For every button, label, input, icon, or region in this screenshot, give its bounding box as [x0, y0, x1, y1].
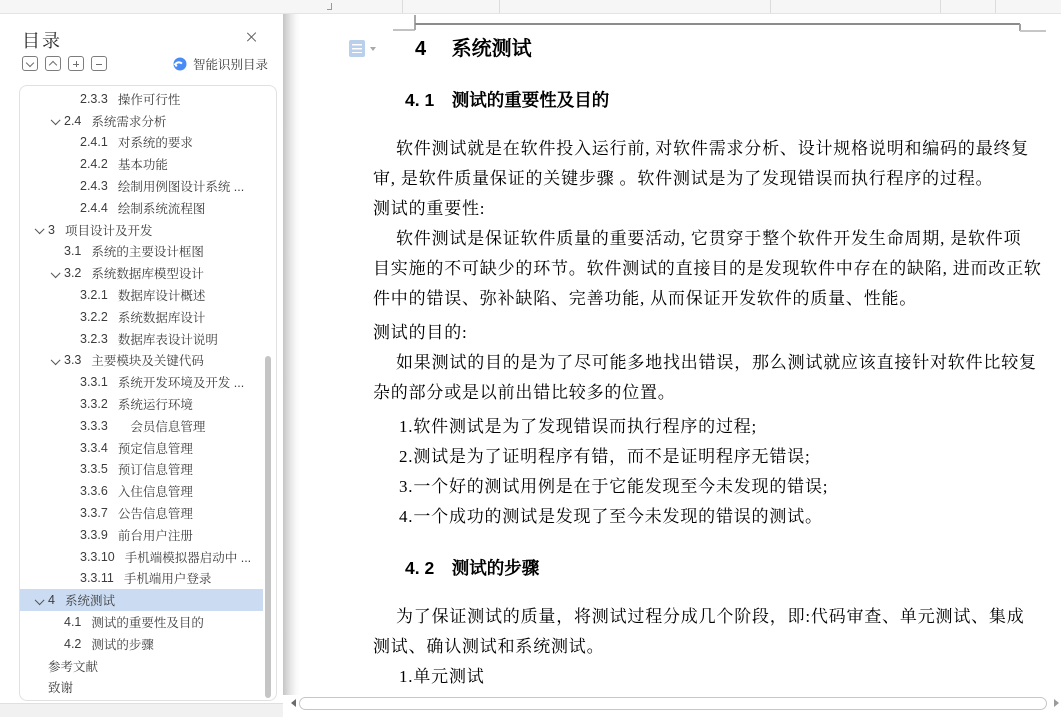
toc-item-label: 项目设计及开发 — [64, 223, 153, 238]
chevron-down-icon — [65, 132, 80, 154]
chevron-down-icon[interactable] — [49, 350, 64, 372]
ai-assistant-icon — [173, 57, 187, 71]
top-strip-separator — [995, 0, 996, 13]
document-text-line: 4.一个成功的测试是发现了至今未发现的错误的测试。 — [399, 507, 823, 526]
toc-item[interactable] — [20, 110, 263, 132]
toc-item-label: 会员信息管理 — [117, 419, 206, 434]
chevron-down-icon — [49, 241, 64, 263]
chevron-down-icon[interactable] — [33, 589, 48, 611]
top-strip-separator — [499, 0, 500, 13]
smart-recognize-toc-button[interactable] — [173, 55, 268, 72]
toc-item-label: 主要模块及关键代码 — [91, 354, 204, 369]
toc-item-label: 测试的重要性及目的 — [91, 616, 204, 631]
chevron-down-icon — [33, 655, 48, 677]
section-heading: 4 系统测试 — [415, 38, 532, 60]
toc-item[interactable] — [20, 241, 263, 263]
chevron-down-icon — [65, 459, 80, 481]
toc-item-number: 2.3.3 — [80, 91, 108, 106]
toc-item[interactable] — [20, 350, 263, 372]
toc-item[interactable] — [20, 655, 263, 677]
smart-recognize-label: 智能识别目录 — [192, 57, 268, 72]
toc-item[interactable] — [20, 306, 263, 328]
toc-item[interactable] — [20, 88, 263, 110]
toc-item[interactable] — [20, 437, 263, 459]
chapter-tool-button[interactable] — [349, 40, 376, 57]
toc-item-label: 数据库设计概述 — [117, 289, 206, 304]
toc-item-number: 3.3.6 — [80, 484, 108, 499]
chevron-down-icon — [65, 153, 80, 175]
document-text-line: 目实施的不可缺少的环节。软件测试的直接目的是发现软件中存在的缺陷, 进而改正软 — [373, 259, 1042, 278]
toc-item-label: 对系统的要求 — [117, 136, 193, 151]
toc-item-number: 3.2.2 — [80, 309, 108, 324]
toc-item-label: 入住信息管理 — [117, 485, 193, 500]
toc-item[interactable] — [20, 175, 263, 197]
toc-item-label: 操作可行性 — [117, 92, 181, 107]
toc-item-label: 基本功能 — [117, 158, 168, 173]
section-heading: 4. 2 测试的步骤 — [405, 558, 540, 578]
top-strip-separator — [940, 0, 941, 13]
toc-item[interactable] — [20, 502, 263, 524]
expand-all-button[interactable] — [68, 56, 84, 71]
toc-item-number: 3.3.5 — [80, 462, 108, 477]
toc-item[interactable] — [20, 546, 263, 568]
toc-item-number: 3.2.3 — [80, 331, 108, 346]
chevron-down-icon — [65, 88, 80, 110]
toc-item[interactable] — [20, 328, 263, 350]
toc-item-label: 预订信息管理 — [117, 463, 193, 478]
toc-item[interactable] — [20, 219, 263, 241]
toc-item[interactable] — [20, 284, 263, 306]
chevron-down-icon — [26, 58, 34, 66]
toc-item-label: 系统开发环境及开发 ... — [117, 376, 245, 391]
close-icon[interactable] — [245, 30, 259, 44]
chevron-down-icon — [65, 328, 80, 350]
toc-item-label: 系统运行环境 — [117, 398, 193, 413]
toc-item-number: 2.4.1 — [80, 135, 108, 150]
plus-icon — [73, 61, 79, 67]
toc-item-number: 4.1 — [64, 615, 82, 630]
chevron-down-icon — [65, 393, 80, 415]
toc-item-number: 2.4.3 — [80, 179, 108, 194]
toc-item[interactable] — [20, 480, 263, 502]
document-text-line: 1.单元测试 — [399, 667, 485, 686]
toc-item-label: 预定信息管理 — [117, 441, 193, 456]
toc-item[interactable] — [20, 262, 263, 284]
toc-item-number: 3.3.4 — [80, 440, 108, 455]
toc-item[interactable] — [20, 197, 263, 219]
toc-item-number: 4.2 — [64, 636, 82, 651]
toc-item[interactable] — [20, 371, 263, 393]
chevron-down-icon — [65, 502, 80, 524]
horizontal-scrollbar — [283, 695, 1061, 717]
toc-item-label: 系统数据库模型设计 — [91, 267, 204, 282]
document-text-line: 审, 是软件质量保证的关键步骤 。软件测试是为了发现错误而执行程序的过程。 — [373, 169, 994, 188]
jump-next-heading-button[interactable] — [22, 56, 38, 71]
toc-container — [19, 85, 277, 701]
scroll-right-arrow-icon[interactable] — [1054, 699, 1059, 707]
chevron-down-icon — [49, 611, 64, 633]
toc-item[interactable] — [20, 415, 263, 437]
chevron-up-icon — [49, 61, 57, 69]
toc-item-label: 参考文献 — [48, 659, 99, 674]
toc-toolbar — [22, 56, 107, 72]
sidebar-footer-strip — [0, 703, 283, 717]
toc-item[interactable] — [20, 633, 263, 655]
chevron-down-icon — [33, 677, 48, 699]
toc-item-label: 手机端模拟器启动中 ... — [124, 550, 252, 565]
chevron-down-icon — [65, 546, 80, 568]
toc-item-number: 3.3 — [64, 353, 82, 368]
toc-item-number: 2.4.4 — [80, 200, 108, 215]
toc-list — [20, 88, 276, 698]
toc-item[interactable] — [20, 677, 263, 699]
toc-item-label: 手机端用户登录 — [123, 572, 212, 587]
document-text-line: 测试、确认测试和系统测试。 — [373, 637, 605, 656]
toc-item[interactable] — [20, 153, 263, 175]
toc-item-number: 3.3.11 — [80, 571, 114, 586]
toc-item-number: 3 — [48, 222, 55, 237]
chevron-down-icon — [49, 633, 64, 655]
toc-item[interactable] — [20, 459, 263, 481]
chevron-down-icon[interactable] — [49, 110, 64, 132]
document-text-line: 软件测试就是在软件投入运行前, 对软件需求分析、设计规格说明和编码的最终复 — [396, 139, 1030, 158]
toc-item-label: 致谢 — [48, 681, 74, 696]
chevron-down-icon[interactable] — [49, 262, 64, 284]
document-text-line: 软件测试是保证软件质量的重要活动, 它贯穿于整个软件开发生命周期, 是软件项 — [396, 229, 1022, 248]
document-text-line: 测试的重要性: — [373, 199, 486, 218]
toc-item-label: 系统测试 — [64, 594, 115, 609]
toc-item-number: 3.1 — [64, 244, 82, 259]
toc-item[interactable] — [20, 524, 263, 546]
document-text-line: 件中的错误、弥补缺陷、完善功能, 从而保证开发软件的质量、性能。 — [373, 289, 918, 308]
chevron-down-icon — [65, 197, 80, 219]
toc-item-label: 系统的主要设计框图 — [91, 245, 204, 260]
jump-previous-heading-button[interactable] — [45, 56, 61, 71]
toc-item-number: 3.3.2 — [80, 397, 108, 412]
sidebar-page-divider — [283, 14, 300, 703]
section-heading: 4. 1 测试的重要性及目的 — [405, 90, 610, 110]
document-text-line: 3.一个好的测试用例是在于它能发现至今未发现的错误; — [399, 477, 829, 496]
toc-item-number: 2.4 — [64, 113, 82, 128]
chevron-down-icon — [65, 568, 80, 590]
toc-item[interactable] — [20, 568, 263, 590]
toc-item-label: 绘制系统流程图 — [117, 201, 206, 216]
scroll-left-arrow-icon[interactable] — [291, 699, 296, 707]
document-flow — [373, 14, 1061, 692]
toc-item-label: 系统数据库设计 — [117, 310, 206, 325]
toc-item[interactable] — [20, 132, 263, 154]
toc-item[interactable] — [20, 589, 263, 611]
chevron-down-icon — [65, 175, 80, 197]
chevron-down-icon — [65, 415, 80, 437]
toc-item-label: 公告信息管理 — [117, 507, 193, 522]
chevron-down-icon — [65, 371, 80, 393]
toc-item-number: 3.2 — [64, 266, 82, 281]
toc-item-number: 3.3.7 — [80, 506, 108, 521]
text-boundary-corner-mark — [327, 3, 332, 10]
toc-item-number: 3.3.10 — [80, 549, 115, 564]
document-outline-icon — [349, 40, 365, 57]
chevron-down-icon — [65, 306, 80, 328]
toc-item-number: 3.3.3 — [80, 418, 108, 433]
chevron-down-icon[interactable] — [33, 219, 48, 241]
chevron-down-icon — [65, 524, 80, 546]
toc-item-label: 系统需求分析 — [91, 114, 167, 129]
document-text-line: 2.测试是为了证明程序有错，而不是证明程序无错误; — [399, 447, 811, 466]
top-strip — [0, 0, 1061, 14]
toc-item-number: 2.4.2 — [80, 157, 108, 172]
document-text-line: 如果测试的目的是为了尽可能多地找出错误，那么测试就应该直接针对软件比较复 — [396, 353, 1037, 372]
toc-item[interactable] — [20, 611, 263, 633]
top-strip-separator — [770, 0, 771, 13]
toc-item[interactable] — [20, 393, 263, 415]
document-text-line: 杂的部分或是以前出错比较多的位置。 — [373, 383, 676, 402]
toc-item-label: 测试的步骤 — [91, 637, 154, 652]
document-text-line: 为了保证测试的质量，将测试过程分成几个阶段，即:代码审查、单元测试、集成 — [396, 607, 1025, 626]
toc-item-label: 前台用户注册 — [117, 528, 193, 543]
toc-item-number: 4 — [48, 593, 55, 608]
toc-item-label: 数据库表设计说明 — [117, 332, 218, 347]
toc-sidebar — [0, 14, 283, 703]
chevron-down-icon — [65, 284, 80, 306]
toc-item-number: 3.3.9 — [80, 527, 108, 542]
toc-item-number: 3.3.1 — [80, 375, 108, 390]
document-text-line: 1.软件测试是为了发现错误而执行程序的过程; — [399, 417, 758, 436]
chevron-down-icon — [65, 437, 80, 459]
toc-panel-title: 目录 — [22, 31, 62, 51]
chevron-down-icon — [65, 480, 80, 502]
collapse-all-button[interactable] — [91, 56, 107, 71]
horizontal-scrollbar-thumb[interactable] — [299, 697, 1047, 710]
toc-scrollbar-thumb[interactable] — [265, 356, 271, 698]
document-text-line: 测试的目的: — [373, 323, 468, 342]
top-strip-separator — [402, 0, 403, 13]
toc-item-label: 绘制用例图设计系统 ... — [117, 180, 245, 195]
minus-icon — [96, 61, 102, 67]
toc-item-number: 3.2.1 — [80, 288, 108, 303]
